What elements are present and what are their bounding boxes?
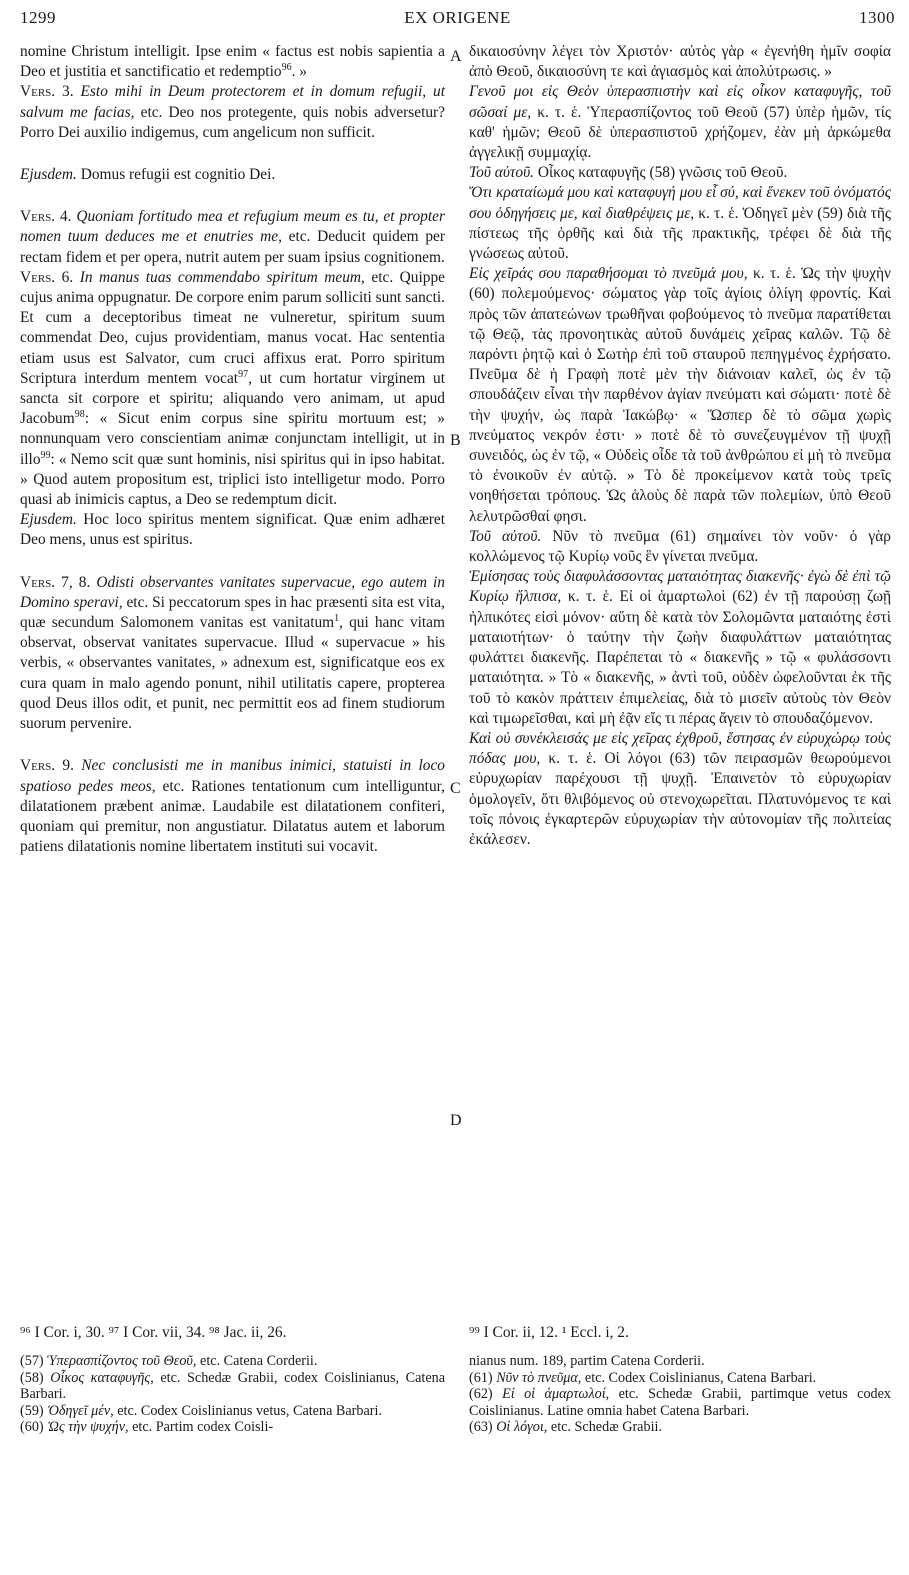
- greek-verse-6: Εἰς χεῖράς σου παραθήσομαι τὸ πνεῦμά μου, κ. τ. ἑ. Ὡς τὴν ψυχὴν (60) πολεμούμενος· σώματος γὰρ τοῖς ἁγίοις ὀλίγη φροντίς. Καὶ πρὸς τῶν ἀπατεώνων τρωθῆναι φοβούμενος τὸ πνεῦμα παρατίθεται τῷ Θεῷ, τὰς προνοητικὰς αὐτοῦ δυνάμεις χεῖρας καλῶν. Τῷ δὲ παρόντι ῥητῷ καὶ ὁ Σωτὴρ ἐπὶ τοῦ σταυροῦ πεπηγμένος ἐχρήσατο. Πνεῦμα δὲ ἡ Γραφὴ ποτὲ μὲν τὴν διάνοιαν καλεῖ, ὡς ἐν τῷ σπουδάζειν εἶναι τὴν παρθένον ἁγίαν πνεύματι καὶ σώματι· ποτὲ δὲ τὴν ψυχήν, ὡς παρὰ Ἰακώβῳ· « Ὥσπερ δὲ τὸ σῶμα χωρὶς πνεύματος νεκρόν ἐστι· » ποτὲ δὲ τὸ συνεζευγμένον τῇ ψυχῇ συνειδός, ὡς ἐν τῷ, « Οὐδεὶς οἶδε τὰ τοῦ ἀνθρώπου εἰ μὴ τὸ πνεῦμα τὸ ἐνοικοῦν ἐν αὐτῷ. » Τὸ δὲ προκείμενον κατὰ τοὺς τρεῖς νοηθήσεται τρόπους. Ὡς ἁλοὺς δὲ παρὰ τῶν πολεμίων, ὑπὸ Θεοῦ λελυτρῶσθαί φησι.: [469, 265, 891, 525]
- note-58: (58) Οἶκος καταφυγῆς, etc. Schedæ Grabii, codex Coislinianus, Catena Barbari.: [20, 1369, 446, 1403]
- note-60-cont: nianus num. 189, partim Catena Corderii.: [469, 1353, 705, 1369]
- latin-verse-6: Vers. 6. In manus tuas commendabo spiritum meum, etc. Quippe cujus anima oppugnatur. De corpore enim parum solliciti sunt sancti. Et cum a deceptoribus timeat ne vulneretur, spiritum suum commendat Deo, cujus providentiam, manus vocat. Hac sententia etiam usus est Salvator, cum cruci affixus erat. Porro spiritum Scriptura interdum mentem vocat$^{97}$, ut cum hortatur virginem ut sancta sit corpore et spiritu; aliquando vero animam, ut apud Jacobum$^{98}$: « Sicut enim corpus sine spiritu mortuum est; » nonnunquam vero conscientiam animæ conjunctam intelligit, ut in illo$^{99}$: « Nemo scit quæ sunt hominis, nisi spiritus qui in ipso habitat. » Quod autem propositum est, triplici isto intelligetur modo. Porro quasi ab inimicis captus, a Deo se redemptum dicit.: [20, 268, 445, 509]
- latin-verse-4: Vers. 4. Quoniam fortitudo mea et refugium meum es tu, et propter nomen tuum deduces me et enutries me, etc. Deducit quidem per rectam fidem et per opera, nutrit autem per suam ipsius cognitionem.: [20, 208, 445, 266]
- footnotes-left: ⁹⁶ I Cor. i, 30. ⁹⁷ I Cor. vii, 34. ⁹⁸ Jac. ii, 26.: [20, 1324, 287, 1341]
- greek-verse-7-8: Ἐμίσησας τοὺς διαφυλάσσοντας ματαιότητας διακενῆς· ἐγὼ δὲ ἐπὶ τῷ Κυρίῳ ἤλπισα, κ. τ. ἑ. Εἰ οἱ ἁμαρτωλοὶ (62) ἐν τῇ παρούσῃ ζωῇ ἠλπικότες εἰσὶ μόνον· αὕτη δὲ κατὰ τὸν Σολομῶντα ματαιότης ἐστὶ ματαιοτήτων· ὁ ταύτην τὴν ζωὴν διαφυλάττων ματαιότητας φυλάττει διακενῆς. Παρέπεται τὸ « διακενῆς » τῷ « φυλάσσοντι ματαιότητα. » Τὸ « διακενῆς, » ἀντὶ τοῦ, οὐδὲν ὠφελοῦνται ἐκ τῆς τοῦ τὸ κακὸν πράττειν ἐπιμελείας, διὰ τὸ μισεῖν αὐτοὺς τὸν Θεὸν καὶ τιμωρεῖσθαι, καὶ μὴ ἐᾷν εἴς τι πέρας ἄγειν τὸ σπουδαζόμενον.: [469, 568, 891, 727]
- note-59: (59) Ὁδηγεῖ μέν, etc. Codex Coislinianus vetus, Catena Barbari.: [20, 1402, 383, 1419]
- marker-c: C: [450, 780, 461, 797]
- marker-b: B: [450, 432, 461, 449]
- running-title: EX ORIGENE: [404, 8, 511, 27]
- latin-para-1: nomine Christum intelligit. Ipse enim « factus est nobis sapientia a Deo et justitia et sanctificatio et redemptio$^{96}$. »: [20, 43, 445, 81]
- greek-verse-3: Γενοῦ μοι εἰς Θεὸν ὑπερασπιστὴν καὶ εἰς οἶκον καταφυγῆς, τοῦ σῶσαί με, κ. τ. ἑ. Ὑπερασπίζοντος τοῦ Θεοῦ (57) ὑπὲρ ἡμῶν, τίς καθ' ἡμῶν; Θεοῦ δὲ ὑπερασπιστοῦ χρήζομεν, ἐὰν μὴ ἀρκώμεθα ἀγγελικῇ συμμαχίᾳ.: [469, 83, 892, 162]
- editorial-notes-left: [20, 1353, 445, 1436]
- note-61: (61) Νῦν τὸ πνεῦμα, etc. Codex Coislinianus, Catena Barbari.: [469, 1369, 817, 1386]
- latin-ejusdem-1: Ejusdem. Domus refugii est cognitio Dei.: [20, 166, 276, 184]
- editorial-notes-right: [469, 1353, 891, 1436]
- greek-para-1: δικαιοσύνην λέγει τὸν Χριστόν· αὐτὸς γὰρ « ἐγενήθη ἡμῖν σοφία ἀπὸ Θεοῦ, δικαιοσύνη τε καὶ ἁγιασμὸς καὶ ἀπολύτρωσις. »: [469, 43, 891, 81]
- greek-ejusdem-1: Τοῦ αὐτοῦ. Οἶκος καταφυγῆς (58) γνῶσις τοῦ Θεοῦ.: [469, 164, 788, 182]
- marker-d: D: [450, 1112, 462, 1129]
- note-62: (62) Εἰ οἱ ἁμαρτωλοί, etc. Schedæ Grabii, partimque vetus codex Coislinianus. Latine omnia habet Catena Barbari.: [469, 1386, 892, 1419]
- note-63: (63) Οἱ λόγοι, etc. Schedæ Grabii.: [469, 1419, 662, 1436]
- latin-verse-9: Vers. 9. Nec conclusisti me in manibus inimici, statuisti in loco spatioso pedes meos, etc. Rationes tentationum cum intelliguntur, dilatationem præbent animæ. Laudabile est dilatationem confiteri, quoniam qui premitur, non angustiatur. Dilatatus autem et laborum patiens dilatationis nomine libertatem instituti sui vocavit.: [20, 757, 446, 856]
- note-57: (57) Ὑπερασπίζοντος τοῦ Θεοῦ, etc. Catena Corderii.: [20, 1353, 318, 1369]
- running-header: [20, 8, 895, 34]
- note-60: (60) Ὡς τὴν ψυχήν, etc. Partim codex Coisli-: [20, 1419, 274, 1436]
- marker-a: A: [450, 48, 462, 65]
- greek-ejusdem-2: Τοῦ αὐτοῦ. Νῦν τὸ πνεῦμα (61) σημαίνει τὸν νοῦν· ὁ γὰρ κολλώμενος τῷ Κυρίῳ νοῦς ἓν γίνεται πνεῦμα.: [469, 527, 891, 566]
- footnotes-right: ⁹⁹ I Cor. ii, 12. ¹ Eccl. i, 2.: [469, 1324, 629, 1341]
- greek-column: [469, 42, 891, 850]
- page-number-left: 1299: [20, 8, 56, 27]
- greek-verse-4: Ὅτι κραταίωμά μου καὶ καταφυγή μου εἶ σύ, καὶ ἕνεκεν τοῦ ὀνόματός σου ὁδηγήσεις με, καὶ διαθρέψεις με, κ. τ. ἑ. Ὁδηγεῖ μὲν (59) διὰ τῆς πίστεως τῆς ὀρθῆς καὶ διὰ τῆς πρακτικῆς, τρέφει δὲ διὰ τῆς γνώσεως αὐτοῦ.: [469, 184, 891, 263]
- latin-verse-7-8: Vers. 7, 8. Odisti observantes vanitates supervacue, ego autem in Domino speravi, etc. Si peccatorum spes in hac præsenti sita est vita, quæ secundum Salomonem vanitas est vanitatum$^1$, qui hanc vitam observat, observat vanitates supervacue. Illud « supervacue » his verbis, « observantes vanitates, » adnexum est, significatque eos ex cura quam in malo agendo ponunt, nihil utilitatis capere, propterea quod Deus illos odit, et punit, nec permittit eos ad finem studiorum suorum pervenire.: [20, 573, 445, 733]
- latin-verse-3: Vers. 3. Esto mihi in Deum protectorem et in domum refugii, ut salvum me facias, etc. Deo nos protegente, quis nobis adversetur? Porro Dei auxilio indigemus, cum angelicum non sufficit.: [20, 83, 445, 141]
- latin-ejusdem-2: Ejusdem. Hoc loco spiritus mentem significat. Quæ enim adhæret Deo mens, unus est spiritus.: [20, 511, 445, 549]
- greek-verse-9: Καὶ οὐ συνέκλεισάς με εἰς χεῖρας ἐχθροῦ, ἔστησας ἐν εὐρυχώρῳ τοὺς πόδας μου, κ. τ. ἑ. Οἱ λόγοι (63) τῶν πειρασμῶν θεωρούμενοι εὐρυχωρίαν παρέχουσι τῇ ψυχῇ. Ἐπαινετὸν τὸ εὐρυχωρίαν ὁμολογεῖν, ὅτι θλιβόμενος οὐ στενοχωρεῖται. Πλατυνόμενος τε καὶ τοῖς πόνοις ἐγκαρτερῶν εὐρυχωρίαν τὴν αὐτονομίαν τῆς πολιτείας ἐκάλεσεν.: [469, 729, 891, 848]
- latin-column: [20, 42, 445, 857]
- page-number-right: 1300: [859, 8, 895, 27]
